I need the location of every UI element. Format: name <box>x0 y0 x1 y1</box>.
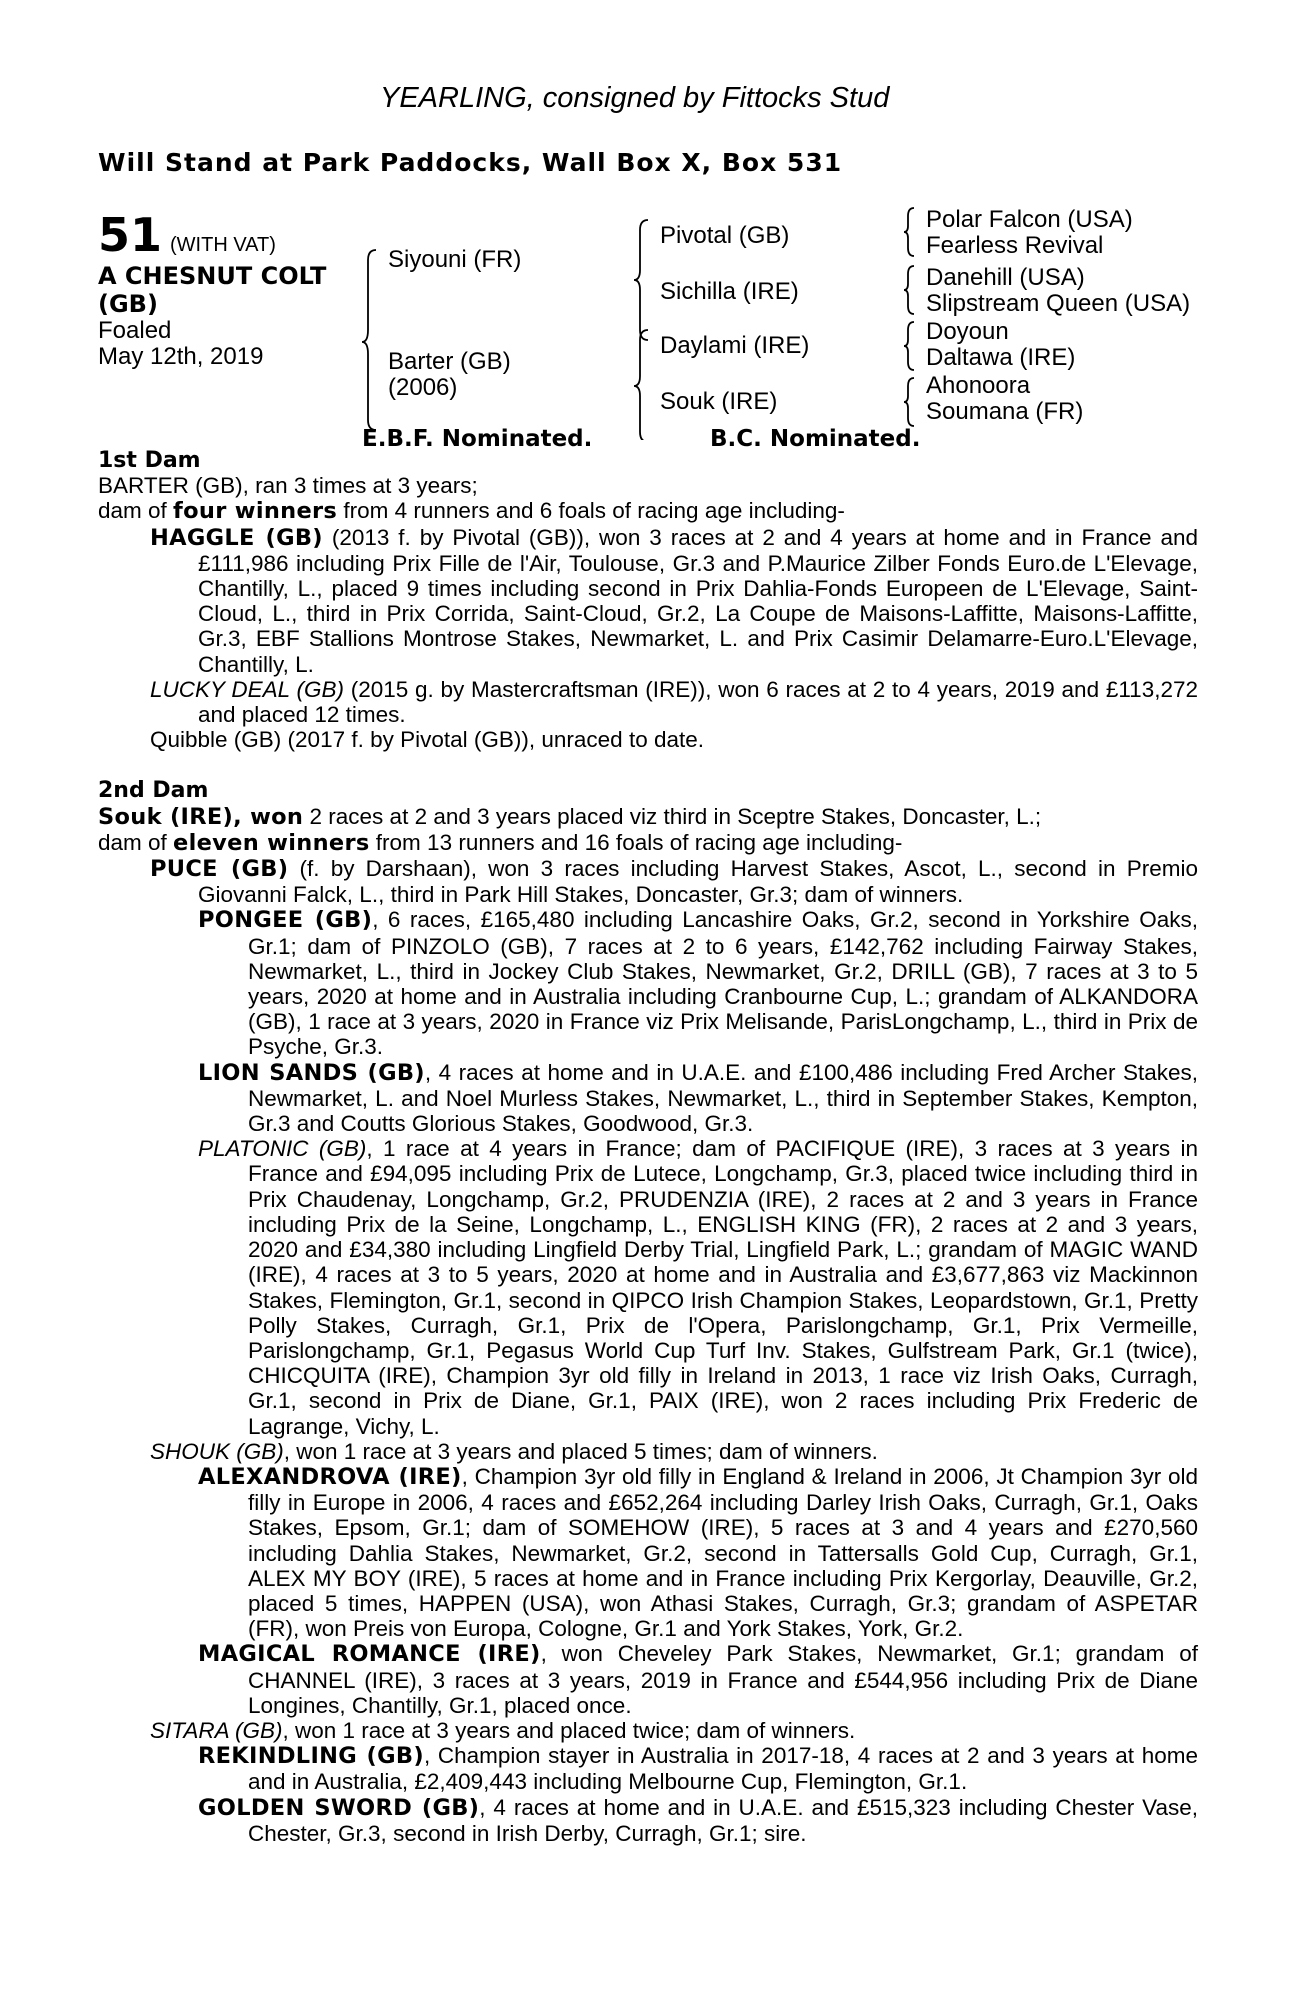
horse-name: LUCKY DEAL (GB) <box>150 676 344 702</box>
horse-name: PUCE (GB) <box>150 856 289 883</box>
granddam-3: Daltawa (IRE) <box>926 344 1076 371</box>
dam-year: (2006) <box>388 374 458 401</box>
brace-g2 <box>904 266 914 314</box>
produce-haggle <box>98 525 1198 677</box>
dam-name: Barter (GB) <box>388 348 511 375</box>
grandsire-1: Polar Falcon (USA) <box>926 206 1133 233</box>
horse-name: HAGGLE (GB) <box>150 524 323 551</box>
grandsire-3: Doyoun <box>926 318 1009 345</box>
winners-count: eleven winners <box>173 829 370 856</box>
stand-location: Will Stand at Park Paddocks, Wall Box X, Box 531 <box>98 148 843 177</box>
produce-puce <box>98 856 1198 907</box>
brace-g1 <box>904 208 914 256</box>
sire-sire: Pivotal (GB) <box>660 222 790 249</box>
text: from 4 runners and 6 foals of racing age including- <box>337 498 845 524</box>
foaled-date: May 12th, 2019 <box>98 343 264 370</box>
horse-record: , 4 races at home and in U.A.E. and £515,323 including Chester Vase, Chester, Gr.3, second in Irish Derby, Curragh, Gr.1; sire. <box>248 1794 1198 1846</box>
produce-platonic <box>98 1136 1198 1438</box>
brace-sire-dam <box>362 250 376 430</box>
vat-note: (WITH VAT) <box>170 234 276 256</box>
horse-record: , Champion 3yr old filly in England & Ireland in 2006, Jt Champion 3yr old filly in Europe in 2006, 4 races and £652,264 including Darley Irish Oaks, Curragh, Gr.1, Oaks Stakes, Epsom, Gr.1; dam of SOMEHOW (IRE), 5 races at 3 and 4 years and £270,560 including Dahlia Stakes, Newmarket, Gr.2, second in Tattersalls Gold Cup, Curragh, Gr.1, ALEX MY BOY (IRE), 5 races at home and in France including Prix Kergorlay, Deauville, Gr.2, placed 5 times, HAPPEN (USA), won Athasi Stakes, Curragh, Gr.3; grandam of ASPETAR (FR), won Preis von Europa, Cologne, Gr.1 and York Stakes, York, Gr.2. <box>248 1463 1198 1642</box>
second-dam-line <box>98 804 1198 830</box>
horse-record: (2013 f. by Pivotal (GB)), won 3 races at 2 and 4 years at home and in France and £111,986 including Prix Fille de l'Air, Toulouse, Gr.3 and P.Maurice Zilber Fonds Euro.de L'Elevage, Chantilly, L., placed 9 times including second in Prix Dahlia-Fonds Europeen de L'Elevage, Saint-Cloud, L., third in Prix Corrida, Saint-Cloud, Gr.2, La Coupe de Maisons-Laffitte, Maisons-Laffitte, Gr.3, EBF Stallions Montrose Stakes, Newmarket, L. and Prix Casimir Delamarre-Euro.L'Elevage, Chantilly, L. <box>198 524 1198 677</box>
horse-record: 2 races at 2 and 3 years placed viz third in Sceptre Stakes, Doncaster, L.; <box>303 803 1042 829</box>
spacer <box>98 752 1198 778</box>
page-subtitle: YEARLING, consigned by Fittocks Stud <box>380 82 890 114</box>
granddam-4: Soumana (FR) <box>926 398 1084 425</box>
winners-count: four winners <box>173 498 338 525</box>
text: dam of <box>98 829 174 855</box>
second-dam-produce-line <box>98 830 1198 856</box>
horse-record: , 1 race at 4 years in France; dam of PACIFIQUE (IRE), 3 races at 3 years in France and £94,095 including Prix de Lutece, Longchamp, Gr.3, placed twice including third in Prix Chaudenay, Longchamp, Gr.2, PRUDENZIA (IRE), 2 races at 2 and 3 years in France including Prix de la Seine, Longchamp, L., ENGLISH KING (FR), 2 races at 2 and 3 years, 2020 and £34,380 including Lingfield Derby Trial, Lingfield Park, L.; grandam of MAGIC WAND (IRE), 4 races at 3 to 5 years, 2020 at home and in Australia and £3,677,863 viz Mackinnon Stakes, Flemington, Gr.1, second in QIPCO Irish Champion Stakes, Leopardstown, Gr.1, Pretty Polly Stakes, Curragh, Gr.1, Prix de l'Opera, Parislongchamp, Gr.1, Prix Vermeille, Parislongchamp, Gr.1, Pegasus World Cup Turf Inv. Stakes, Gulfstream Park, Gr.1 (twice), CHICQUITA (IRE), Champion 3yr old filly in Ireland in 2013, 1 race viz Irish Oaks, Curragh, Gr.1, second in Prix de Diane, Gr.1, PAIX (IRE), won 2 races including Prix Frederic de Lagrange, Vichy, L. <box>248 1136 1198 1439</box>
produce-pongee <box>98 907 1198 1059</box>
horse-name: GOLDEN SWORD (GB) <box>198 1794 480 1821</box>
produce-lucky-deal <box>98 677 1198 727</box>
produce-quibble: Quibble (GB) (2017 f. by Pivotal (GB)), unraced to date. <box>150 727 705 753</box>
sire-name: Siyouni (FR) <box>388 246 522 273</box>
produce-sitara <box>98 1718 1198 1743</box>
granddam-2: Slipstream Queen (USA) <box>926 290 1191 317</box>
horse-record: , 4 races at home and in U.A.E. and £100,486 including Fred Archer Stakes, Newmarket, L. and Noel Murless Stakes, Newmarket, L., third in September Stakes, Kempton, Gr.3 and Coutts Glorious Stakes, Goodwood, Gr.3. <box>248 1059 1198 1137</box>
produce-golden-sword <box>98 1795 1198 1846</box>
brace-g3 <box>904 322 914 370</box>
horse-record: (2015 g. by Mastercraftsman (IRE)), won 6 races at 2 to 4 years, 2019 and £113,272 and placed 12 times. <box>198 676 1198 728</box>
first-dam-produce-line <box>98 498 1198 524</box>
produce-rekindling <box>98 1743 1198 1794</box>
lot-description: A CHESNUT COLT (GB) <box>98 262 327 318</box>
horse-name: PONGEE (GB) <box>198 907 373 934</box>
horse-name: LION SANDS (GB) <box>198 1059 425 1086</box>
horse-record: (f. by Darshaan), won 3 races including Harvest Stakes, Ascot, L., second in Premio Giovanni Falck, L., third in Park Hill Stakes, Doncaster, Gr.3; dam of winners. <box>198 856 1198 908</box>
lot-number: 51 <box>98 208 163 262</box>
horse-name: SHOUK (GB) <box>150 1438 284 1464</box>
granddam-1: Fearless Revival <box>926 232 1104 259</box>
brace-sire-parents <box>634 220 648 340</box>
grandsire-4: Ahonoora <box>926 372 1031 399</box>
horse-record: , won Cheveley Park Stakes, Newmarket, Gr.1; grandam of CHANNEL (IRE), 3 races at 3 years, 2019 in France and £544,956 including Prix de Diane Longines, Chantilly, Gr.1, placed once. <box>248 1641 1198 1718</box>
produce-alexandrova <box>98 1464 1198 1641</box>
bc-nomination: B.C. Nominated. <box>710 426 921 452</box>
ebf-nomination: E.B.F. Nominated. <box>362 426 593 452</box>
foaled-label: Foaled <box>98 317 172 344</box>
horse-name: Souk (IRE), won <box>98 803 304 830</box>
horse-name: PLATONIC (GB) <box>198 1136 367 1162</box>
grandsire-2: Danehill (USA) <box>926 264 1085 291</box>
produce-shouk <box>98 1439 1198 1464</box>
brace-g4 <box>904 378 914 426</box>
horse-record: , won 1 race at 3 years and placed 5 times; dam of winners. <box>283 1438 878 1464</box>
first-dam-heading: 1st Dam <box>98 448 201 473</box>
horse-record: , Champion stayer in Australia in 2017-18, 4 races at 2 and 3 years at home and in Australia, £2,409,443 including Melbourne Cup, Flemington, Gr.1. <box>248 1743 1198 1795</box>
text: from 13 runners and 16 foals of racing age including- <box>369 829 903 855</box>
sire-dam: Sichilla (IRE) <box>660 278 799 305</box>
dam-dam: Souk (IRE) <box>660 388 778 415</box>
horse-record: , won 1 race at 3 years and placed twice; dam of winners. <box>282 1717 856 1743</box>
first-dam-line: BARTER (GB), ran 3 times at 3 years; <box>98 473 478 499</box>
horse-name: REKINDLING (GB) <box>198 1743 424 1770</box>
horse-record: , 6 races, £165,480 including Lancashire Oaks, Gr.2, second in Yorkshire Oaks, Gr.1; dam of PINZOLO (GB), 7 races at 2 to 6 years, £142,762 including Fairway Stakes, Newmarket, L., third in Jockey Club Stakes, Newmarket, Gr.2, DRILL (GB), 7 races at 3 to 5 years, 2020 at home and in Australia including Cranbourne Cup, L.; grandam of ALKANDORA (GB), 1 race at 3 years, 2020 in France viz Prix Melisande, ParisLongchamp, L., third in Prix de Psyche, Gr.3. <box>248 907 1198 1060</box>
second-dam-heading: 2nd Dam <box>98 778 209 804</box>
produce-magical-romance <box>98 1641 1198 1718</box>
brace-dam-parents <box>634 330 648 440</box>
text: dam of <box>98 498 174 524</box>
horse-name: ALEXANDROVA (IRE) <box>198 1463 462 1490</box>
horse-name: MAGICAL ROMANCE (IRE) <box>198 1641 541 1668</box>
produce-lion-sands <box>98 1060 1198 1137</box>
horse-name: SITARA (GB) <box>150 1717 283 1743</box>
dam-sire: Daylami (IRE) <box>660 332 810 359</box>
catalogue-body <box>98 448 1198 1846</box>
